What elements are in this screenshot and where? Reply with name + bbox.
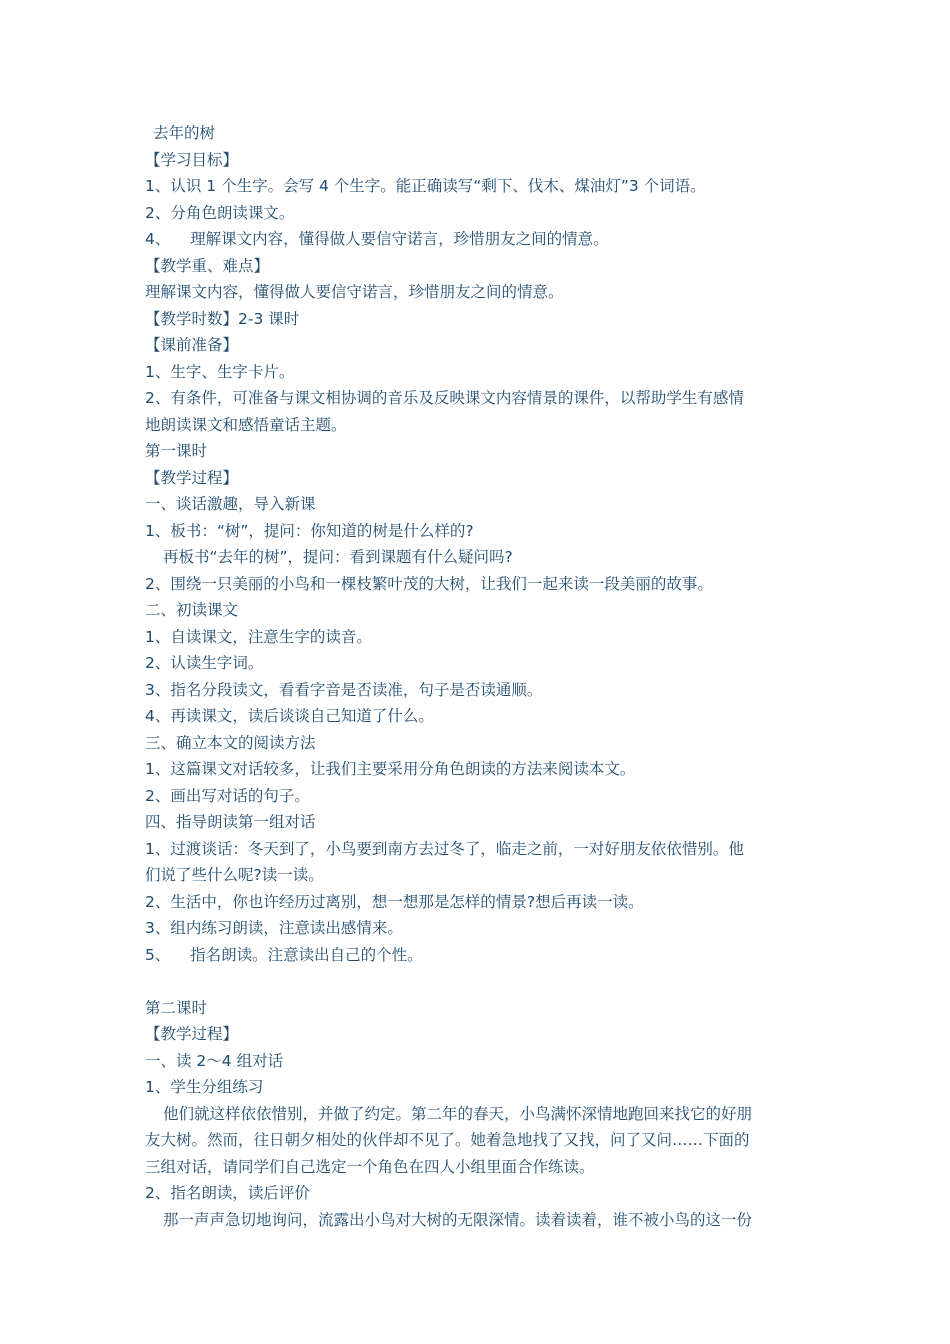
- blank-line: [145, 968, 805, 995]
- text-line: 3、组内练习朗读，注意读出感情来。: [145, 919, 403, 937]
- text-line: 友大树。然而，往日朝夕相处的伙伴却不见了。她着急地找了又找，问了又问……下面的: [145, 1131, 750, 1149]
- text-line: 2、生活中，你也许经历过离别，想一想那是怎样的情景?想后再读一读。: [145, 892, 644, 911]
- text-line: 2、认读生字词。: [145, 654, 264, 672]
- text-line: 四、指导朗读第一组对话: [145, 813, 316, 831]
- section-heading-process: 【教学过程】: [145, 468, 239, 487]
- text-line: 4、再读课文，读后谈谈自己知道了什么。: [145, 707, 434, 725]
- text-line: 3、指名分段读文，看看字音是否读准，句子是否读通顺。: [145, 680, 543, 699]
- section-heading-process: 【教学过程】: [145, 1025, 239, 1043]
- document-title: 去年的树: [153, 124, 216, 142]
- text-line: 二、初读课文: [145, 601, 239, 619]
- text-line: 再板书“去年的树”，提问：看到课题有什么疑问吗?: [163, 548, 513, 566]
- text-line: 2、指名朗读，读后评价: [145, 1184, 310, 1202]
- section-heading-preparation: 【课前准备】: [145, 336, 239, 354]
- text-line: 三、确立本文的阅读方法: [145, 733, 316, 752]
- text-line: 1、生字、生字卡片。: [145, 362, 295, 381]
- text-line: 2、围绕一只美丽的小鸟和一棵枝繁叶茂的大树，让我们一起来读一段美丽的故事。: [145, 574, 713, 593]
- text-line: 1、学生分组练习: [145, 1078, 264, 1096]
- text-line: 理解课文内容，懂得做人要信守诺言，珍惜朋友之间的情意。: [145, 283, 564, 301]
- text-line: 1、自读课文，注意生字的读音。: [145, 627, 372, 646]
- text-line: 三组对话，请同学们自己选定一个角色在四人小组里面合作练读。: [145, 1157, 595, 1176]
- text-line: 1、板书：“树”，提问：你知道的树是什么样的?: [145, 521, 474, 540]
- text-line: 4、 理解课文内容，懂得做人要信守诺言，珍惜朋友之间的情意。: [145, 230, 609, 248]
- text-line: 1、这篇课文对话较多，让我们主要采用分角色朗读的方法来阅读本文。: [145, 760, 636, 778]
- text-line: 们说了些什么呢?读一读。: [145, 866, 324, 884]
- section-heading-key-points: 【教学重、难点】: [145, 256, 270, 275]
- text-line: 1、认识 1 个生字。会写 4 个生字。能正确读写“剩下、伐木、煤油灯”3 个词语。: [145, 177, 706, 195]
- text-line: 一、读 2～4 组对话: [145, 1051, 284, 1070]
- text-line: 那一声声急切地询问，流露出小鸟对大树的无限深情。读着读着，谁不被小鸟的这一份: [163, 1210, 753, 1229]
- section-heading-objectives: 【学习目标】: [145, 150, 239, 169]
- text-line: 2、分角色朗读课文。: [145, 203, 295, 222]
- text-line: 地朗读课文和感悟童话主题。: [145, 415, 347, 434]
- text-line: 1、过渡谈话：冬天到了，小鸟要到南方去过冬了，临走之前，一对好朋友依依惜别。他: [145, 839, 744, 858]
- lesson-heading-second: 第二课时: [145, 998, 208, 1017]
- text-line: 2、画出写对话的句子。: [145, 786, 310, 805]
- text-line: 2、有条件，可准备与课文相协调的音乐及反映课文内容情景的课件，以帮助学生有感情: [145, 389, 744, 407]
- text-line: 他们就这样依依惜别，并做了约定。第二年的春天，小鸟满怀深情地跑回来找它的好朋: [163, 1104, 753, 1123]
- document-body: [145, 120, 805, 1233]
- text-line: 5、 指名朗读。注意读出自己的个性。: [145, 945, 423, 964]
- lesson-heading-first: 第一课时: [145, 442, 208, 460]
- section-heading-class-hours: 【教学时数】2-3 课时: [145, 309, 300, 328]
- text-line: 一、谈话激趣，导入新课: [145, 495, 316, 513]
